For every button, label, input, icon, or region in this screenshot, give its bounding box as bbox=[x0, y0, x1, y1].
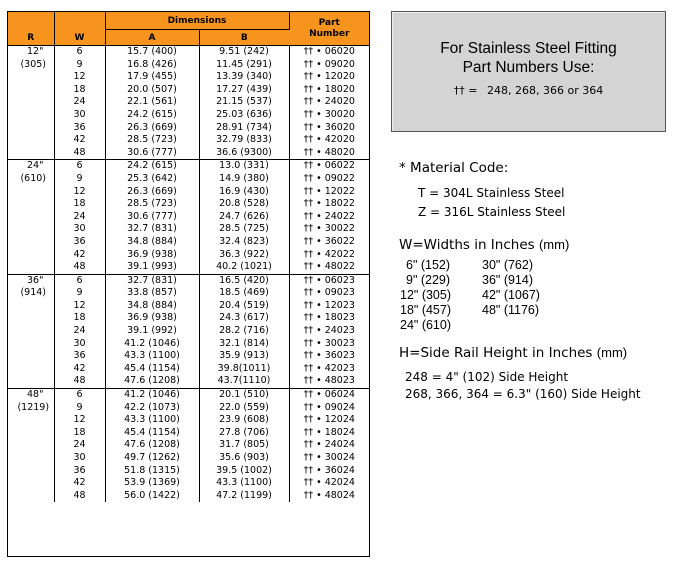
dimension-b-cell: 13.0 (331) bbox=[199, 160, 289, 173]
dimension-a-cell: 47.6 (1208) bbox=[105, 375, 199, 388]
width-cell: 6 bbox=[54, 46, 105, 59]
dimension-a-cell: 24.2 (615) bbox=[105, 160, 199, 173]
dimension-b-cell: 25.03 (636) bbox=[199, 109, 289, 122]
dimension-b-cell: 28.5 (725) bbox=[199, 223, 289, 236]
dimension-a-cell: 25.3 (642) bbox=[105, 173, 199, 186]
heights-heading-unit: (mm) bbox=[596, 345, 628, 360]
widths-heading-unit: (mm) bbox=[538, 237, 570, 252]
part-number-cell: †† • 18022 bbox=[303, 198, 355, 210]
table-row bbox=[8, 198, 369, 211]
part-number-cell: †† • 30024 bbox=[303, 452, 355, 463]
part-number-cell: †† • 18020 bbox=[303, 83, 355, 95]
table-row bbox=[8, 134, 369, 147]
width-item: 18" (457) bbox=[400, 303, 451, 317]
dimension-a-cell: 34.8 (884) bbox=[105, 300, 199, 313]
header-part-number bbox=[289, 12, 369, 46]
dimensions-table bbox=[7, 11, 370, 557]
part-number-cell: †† • 06020 bbox=[289, 46, 369, 59]
width-cell: 42 bbox=[54, 249, 105, 262]
table-row bbox=[8, 122, 369, 135]
dimension-a-cell: 36.9 (938) bbox=[105, 249, 199, 262]
height-line-248: 248 = 4" (102) Side Height bbox=[405, 370, 569, 384]
part-number-cell: †† • 12023 bbox=[303, 299, 355, 311]
table-row bbox=[8, 274, 369, 287]
dimension-a-cell: 26.3 (669) bbox=[105, 122, 199, 135]
widths-heading bbox=[399, 237, 569, 253]
radius-mm: (305) bbox=[20, 58, 47, 70]
table-row bbox=[8, 490, 369, 503]
dimension-b-cell: 24.7 (626) bbox=[199, 211, 289, 224]
dimension-b-cell: 39.8(1011) bbox=[199, 363, 289, 376]
material-code-z: Z = 316L Stainless Steel bbox=[418, 205, 566, 219]
width-cell: 6 bbox=[54, 160, 105, 173]
dimension-a-cell: 28.5 (723) bbox=[105, 134, 199, 147]
dimension-b-cell: 20.1 (510) bbox=[199, 389, 289, 402]
dimension-a-cell: 15.7 (400) bbox=[105, 46, 199, 59]
dimension-b-cell: 20.8 (528) bbox=[199, 198, 289, 211]
dimension-a-cell: 56.0 (1422) bbox=[105, 490, 199, 503]
dimension-b-cell: 43.3 (1100) bbox=[199, 477, 289, 490]
part-number-cell: †† • 18023 bbox=[303, 312, 355, 324]
width-cell: 42 bbox=[54, 477, 105, 490]
width-cell: 12 bbox=[54, 186, 105, 199]
table-row bbox=[8, 312, 369, 325]
stainless-steel-note-box bbox=[391, 11, 666, 132]
table-row bbox=[8, 236, 369, 249]
table-row bbox=[8, 160, 369, 173]
dimension-b-cell: 23.9 (608) bbox=[199, 414, 289, 427]
dimension-b-cell: 35.9 (913) bbox=[199, 350, 289, 363]
part-number-cell: †† • 48024 bbox=[303, 489, 355, 501]
part-number-cell: †† • 42022 bbox=[303, 248, 355, 260]
part-number-cell: †† • 24023 bbox=[303, 325, 355, 337]
dimension-a-cell: 20.0 (507) bbox=[105, 84, 199, 97]
width-cell: 12 bbox=[54, 300, 105, 313]
width-cell: 36 bbox=[54, 236, 105, 249]
width-item: 24" (610) bbox=[400, 318, 451, 332]
dimension-a-cell: 16.8 (426) bbox=[105, 59, 199, 72]
part-number-cell: †† • 30022 bbox=[303, 223, 355, 235]
table-row bbox=[8, 287, 369, 300]
heights-heading-main: H=Side Rail Height in Inches bbox=[399, 345, 593, 361]
part-number-cell: †† • 24020 bbox=[303, 96, 355, 108]
part-number-cell: †† • 06024 bbox=[289, 389, 369, 402]
stainless-part-numbers bbox=[392, 84, 665, 97]
width-cell: 24 bbox=[54, 211, 105, 224]
dimension-b-cell: 40.2 (1021) bbox=[199, 261, 289, 274]
width-cell: 36 bbox=[54, 122, 105, 135]
width-cell: 48 bbox=[54, 261, 105, 274]
dimension-b-cell: 24.3 (617) bbox=[199, 312, 289, 325]
width-cell: 30 bbox=[54, 338, 105, 351]
width-item: 30" (762) bbox=[482, 258, 533, 272]
part-number-cell: †† • 30023 bbox=[303, 337, 355, 349]
dimension-a-cell: 28.5 (723) bbox=[105, 198, 199, 211]
dimension-a-cell: 47.6 (1208) bbox=[105, 439, 199, 452]
dimension-b-cell: 36.3 (922) bbox=[199, 249, 289, 262]
radius-mm: (610) bbox=[20, 172, 47, 184]
table-row bbox=[8, 427, 369, 440]
width-cell: 12 bbox=[54, 71, 105, 84]
part-number-cell: †† • 09024 bbox=[303, 401, 355, 413]
part-number-cell: †† • 24024 bbox=[303, 439, 355, 451]
width-cell: 18 bbox=[54, 312, 105, 325]
dimension-b-cell: 47.2 (1199) bbox=[199, 490, 289, 503]
part-number-cell: †† • 42024 bbox=[303, 477, 355, 489]
stainless-note-title bbox=[392, 39, 665, 77]
table-row bbox=[8, 71, 369, 84]
part-number-cell: †† • 09023 bbox=[303, 287, 355, 299]
width-item: 36" (914) bbox=[482, 273, 533, 287]
part-number-cell: †† • 36022 bbox=[303, 235, 355, 247]
dimension-a-cell: 33.8 (857) bbox=[105, 287, 199, 300]
dimension-a-cell: 41.2 (1046) bbox=[105, 338, 199, 351]
header-a: A bbox=[105, 30, 199, 46]
table-body bbox=[8, 46, 369, 503]
table-row bbox=[8, 389, 369, 402]
dimension-b-cell: 22.0 (559) bbox=[199, 402, 289, 415]
width-cell: 12 bbox=[54, 414, 105, 427]
table-row bbox=[8, 147, 369, 160]
dimension-b-cell: 21.15 (537) bbox=[199, 96, 289, 109]
width-cell: 30 bbox=[54, 452, 105, 465]
radius-inch: 12" bbox=[27, 46, 44, 57]
table-row bbox=[8, 59, 369, 72]
width-cell: 24 bbox=[54, 325, 105, 338]
stainless-part-list: 248, 268, 366 or 364 bbox=[487, 84, 604, 97]
dimension-a-cell: 17.9 (455) bbox=[105, 71, 199, 84]
dimension-a-cell: 24.2 (615) bbox=[105, 109, 199, 122]
dimension-a-cell: 51.8 (1315) bbox=[105, 465, 199, 478]
part-number-cell: †† • 06022 bbox=[289, 160, 369, 173]
width-cell: 42 bbox=[54, 134, 105, 147]
dimension-b-cell: 16.9 (430) bbox=[199, 186, 289, 199]
dimensions-grid bbox=[8, 12, 369, 502]
dimension-b-cell: 27.8 (706) bbox=[199, 427, 289, 440]
table-row bbox=[8, 261, 369, 274]
dimension-b-cell: 14.9 (380) bbox=[199, 173, 289, 186]
table-row bbox=[8, 375, 369, 388]
part-number-cell: †† • 48022 bbox=[303, 261, 355, 273]
radius-cell bbox=[8, 274, 54, 388]
dimension-a-cell: 43.3 (1100) bbox=[105, 350, 199, 363]
dimension-a-cell: 42.2 (1073) bbox=[105, 402, 199, 415]
dimension-b-cell: 32.4 (823) bbox=[199, 236, 289, 249]
part-number-cell: †† • 18024 bbox=[303, 426, 355, 438]
dimension-b-cell: 43.7(1110) bbox=[199, 375, 289, 388]
part-number-cell: †† • 06023 bbox=[289, 274, 369, 287]
part-number-cell: †† • 24022 bbox=[303, 210, 355, 222]
stainless-note-line1: For Stainless Steel Fitting bbox=[440, 40, 617, 57]
table-row bbox=[8, 414, 369, 427]
stainless-note-line2: Part Numbers Use: bbox=[462, 59, 595, 76]
radius-mm: (1219) bbox=[17, 401, 50, 413]
dimension-a-cell: 30.6 (777) bbox=[105, 147, 199, 160]
header-part-line2: Number bbox=[309, 28, 350, 39]
dimension-b-cell: 18.5 (469) bbox=[199, 287, 289, 300]
part-number-cell: †† • 48023 bbox=[303, 375, 355, 387]
header-dimensions: Dimensions bbox=[105, 12, 289, 30]
dimension-b-cell: 11.45 (291) bbox=[199, 59, 289, 72]
part-number-cell: †† • 42023 bbox=[303, 362, 355, 374]
table-row bbox=[8, 46, 369, 59]
width-cell: 18 bbox=[54, 427, 105, 440]
radius-cell bbox=[8, 46, 54, 160]
width-item: 48" (1176) bbox=[482, 303, 540, 317]
table-row bbox=[8, 465, 369, 478]
dimension-a-cell: 32.7 (831) bbox=[105, 223, 199, 236]
table-row bbox=[8, 452, 369, 465]
table-row bbox=[8, 350, 369, 363]
dimension-a-cell: 32.7 (831) bbox=[105, 274, 199, 287]
dimension-b-cell: 16.5 (420) bbox=[199, 274, 289, 287]
part-number-cell: †† • 12020 bbox=[303, 71, 355, 83]
table-row bbox=[8, 84, 369, 97]
dimension-a-cell: 41.2 (1046) bbox=[105, 389, 199, 402]
dimension-b-cell: 28.2 (716) bbox=[199, 325, 289, 338]
width-item: 9" (229) bbox=[406, 273, 451, 287]
table-row bbox=[8, 186, 369, 199]
dimension-a-cell: 39.1 (992) bbox=[105, 325, 199, 338]
material-code-t: T = 304L Stainless Steel bbox=[418, 186, 565, 200]
dimension-b-cell: 17.27 (439) bbox=[199, 84, 289, 97]
dimension-b-cell: 9.51 (242) bbox=[199, 46, 289, 59]
part-number-cell: †† • 09022 bbox=[303, 172, 355, 184]
width-cell: 6 bbox=[54, 389, 105, 402]
part-number-cell: †† • 42020 bbox=[303, 134, 355, 146]
width-cell: 9 bbox=[54, 173, 105, 186]
table-row bbox=[8, 109, 369, 122]
dimension-b-cell: 13.39 (340) bbox=[199, 71, 289, 84]
dimension-b-cell: 28.91 (734) bbox=[199, 122, 289, 135]
dimension-a-cell: 43.3 (1100) bbox=[105, 414, 199, 427]
width-cell: 36 bbox=[54, 465, 105, 478]
table-row bbox=[8, 325, 369, 338]
dimension-a-cell: 34.8 (884) bbox=[105, 236, 199, 249]
width-cell: 18 bbox=[54, 198, 105, 211]
table-row bbox=[8, 338, 369, 351]
width-cell: 24 bbox=[54, 439, 105, 452]
dimension-b-cell: 31.7 (805) bbox=[199, 439, 289, 452]
width-cell: 48 bbox=[54, 490, 105, 503]
width-cell: 9 bbox=[54, 287, 105, 300]
header-w: W bbox=[54, 12, 105, 46]
part-number-cell: †† • 12022 bbox=[303, 185, 355, 197]
height-line-268-366-364: 268, 366, 364 = 6.3" (160) Side Height bbox=[405, 387, 641, 401]
dimension-a-cell: 49.7 (1262) bbox=[105, 452, 199, 465]
material-code-heading: * Material Code: bbox=[399, 160, 509, 176]
part-number-cell: †† • 36023 bbox=[303, 350, 355, 362]
widths-heading-main: W=Widths in Inches bbox=[399, 237, 535, 253]
table-row bbox=[8, 439, 369, 452]
dimension-a-cell: 26.3 (669) bbox=[105, 186, 199, 199]
part-number-cell: †† • 48020 bbox=[303, 146, 355, 158]
width-cell: 18 bbox=[54, 84, 105, 97]
width-cell: 36 bbox=[54, 350, 105, 363]
radius-mm: (914) bbox=[20, 287, 47, 299]
radius-inch: 36" bbox=[27, 274, 44, 286]
radius-inch: 48" bbox=[27, 389, 44, 401]
dagger-label: †† = bbox=[453, 84, 478, 97]
table-row bbox=[8, 211, 369, 224]
width-cell: 42 bbox=[54, 363, 105, 376]
dimension-b-cell: 32.79 (833) bbox=[199, 134, 289, 147]
width-item: 12" (305) bbox=[400, 288, 451, 302]
dimension-b-cell: 20.4 (519) bbox=[199, 300, 289, 313]
part-number-cell: †† • 09020 bbox=[303, 58, 355, 70]
dimension-a-cell: 36.9 (938) bbox=[105, 312, 199, 325]
radius-cell bbox=[8, 389, 54, 503]
radius-cell bbox=[8, 160, 54, 274]
table-row bbox=[8, 249, 369, 262]
width-cell: 9 bbox=[54, 59, 105, 72]
dimension-a-cell: 45.4 (1154) bbox=[105, 363, 199, 376]
width-cell: 9 bbox=[54, 402, 105, 415]
part-number-cell: †† • 12024 bbox=[303, 414, 355, 426]
dimension-b-cell: 35.6 (903) bbox=[199, 452, 289, 465]
part-number-cell: †† • 36024 bbox=[303, 464, 355, 476]
dimension-a-cell: 39.1 (993) bbox=[105, 261, 199, 274]
dimension-a-cell: 53.9 (1369) bbox=[105, 477, 199, 490]
dimension-a-cell: 22.1 (561) bbox=[105, 96, 199, 109]
table-row bbox=[8, 173, 369, 186]
width-cell: 30 bbox=[54, 109, 105, 122]
table-row bbox=[8, 223, 369, 236]
table-row bbox=[8, 363, 369, 376]
table-row bbox=[8, 477, 369, 490]
radius-inch: 24" bbox=[27, 160, 44, 172]
header-b: B bbox=[199, 30, 289, 46]
dimension-b-cell: 32.1 (814) bbox=[199, 338, 289, 351]
dimension-a-cell: 30.6 (777) bbox=[105, 211, 199, 224]
width-cell: 6 bbox=[54, 274, 105, 287]
dimension-b-cell: 39.5 (1002) bbox=[199, 465, 289, 478]
table-row bbox=[8, 300, 369, 313]
width-item: 6" (152) bbox=[406, 258, 451, 272]
width-cell: 48 bbox=[54, 147, 105, 160]
dimension-b-cell: 36.6 (9300) bbox=[199, 147, 289, 160]
part-number-cell: †† • 30020 bbox=[303, 108, 355, 120]
part-number-cell: †† • 36020 bbox=[303, 121, 355, 133]
width-cell: 48 bbox=[54, 375, 105, 388]
dimension-a-cell: 45.4 (1154) bbox=[105, 427, 199, 440]
table-row bbox=[8, 402, 369, 415]
width-cell: 30 bbox=[54, 223, 105, 236]
header-part-line1: Part bbox=[318, 17, 340, 28]
header-r: R bbox=[8, 12, 54, 46]
width-item: 42" (1067) bbox=[482, 288, 540, 302]
heights-heading bbox=[399, 345, 627, 361]
table-row bbox=[8, 96, 369, 109]
width-cell: 24 bbox=[54, 96, 105, 109]
